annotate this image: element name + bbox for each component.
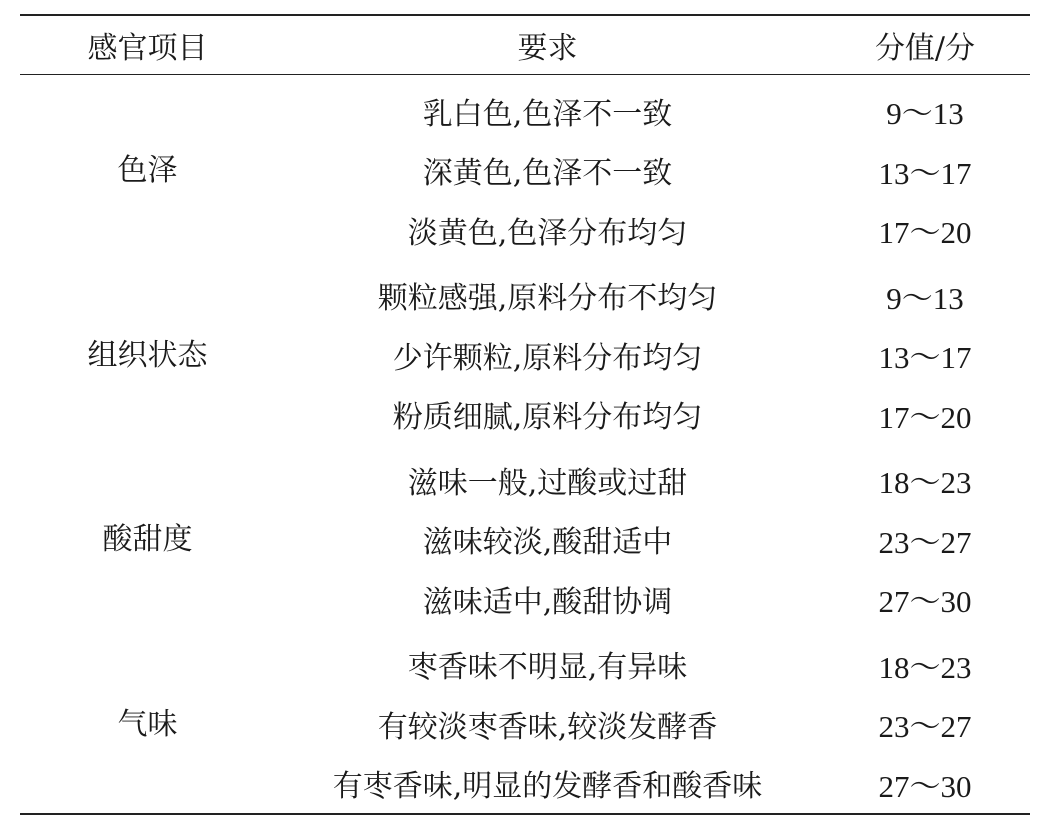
table-body <box>20 75 1030 815</box>
item-sweet-sour: 酸甜度 <box>102 522 193 558</box>
requirement-cell: 乳白色,色泽不一致 <box>422 96 673 132</box>
sensory-evaluation-table <box>20 14 1030 815</box>
header-row <box>20 15 1030 75</box>
table-row <box>20 75 1030 141</box>
score-cell: 9～13 <box>886 96 964 132</box>
header-score: 分值/分 <box>874 31 976 66</box>
requirement-cell: 枣香味不明显,有异味 <box>407 650 688 686</box>
score-cell: 27～30 <box>878 584 972 620</box>
table-header <box>20 15 1030 75</box>
requirement-cell: 有枣香味,明显的发酵香和酸香味 <box>332 769 763 805</box>
requirement-cell: 粉质细腻,原料分布均匀 <box>392 400 703 436</box>
item-texture: 组织状态 <box>87 337 208 373</box>
score-cell: 18～23 <box>878 649 972 685</box>
item-color: 色泽 <box>117 153 178 189</box>
item-aroma: 气味 <box>117 706 178 742</box>
table-row <box>20 629 1030 695</box>
requirement-cell: 少许颗粒,原料分布均匀 <box>392 340 703 376</box>
requirement-cell: 颗粒感强,原料分布不均匀 <box>377 281 718 317</box>
score-cell: 23～27 <box>878 524 972 560</box>
score-cell: 17～20 <box>878 399 972 435</box>
requirement-cell: 滋味一般,过酸或过甜 <box>407 465 688 501</box>
header-item: 感官项目 <box>87 31 208 66</box>
requirement-cell: 滋味较淡,酸甜适中 <box>422 525 673 561</box>
requirement-cell: 淡黄色,色泽分布均匀 <box>407 215 688 251</box>
header-requirement: 要求 <box>517 31 578 66</box>
requirement-cell: 深黄色,色泽不一致 <box>422 156 673 192</box>
requirement-cell: 滋味适中,酸甜协调 <box>422 584 673 620</box>
sensory-evaluation-table-wrapper <box>20 14 1030 815</box>
table-row <box>20 444 1030 510</box>
requirement-cell: 有较淡枣香味,较淡发酵香 <box>377 709 718 745</box>
score-cell: 13～17 <box>878 340 972 376</box>
table-row <box>20 260 1030 326</box>
score-cell: 17～20 <box>878 215 972 251</box>
score-cell: 18～23 <box>878 465 972 501</box>
score-cell: 9～13 <box>886 280 964 316</box>
score-cell: 27～30 <box>878 768 972 804</box>
score-cell: 23～27 <box>878 709 972 745</box>
score-cell: 13～17 <box>878 155 972 191</box>
